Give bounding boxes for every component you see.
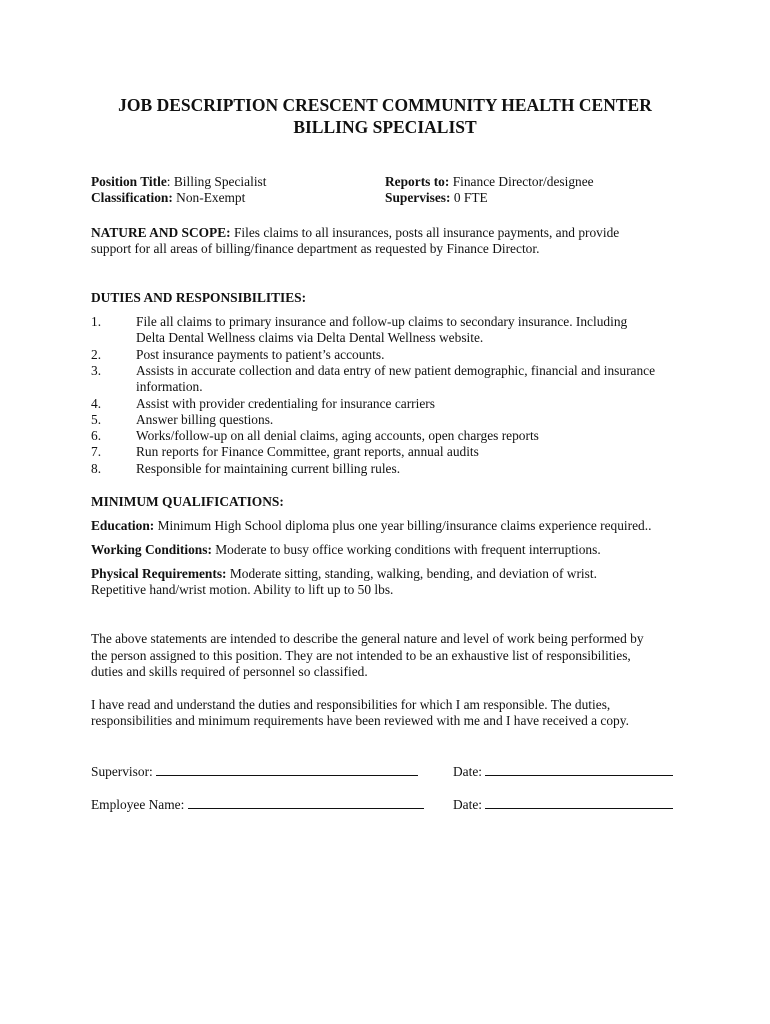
supervisor-signature: [91, 763, 418, 780]
supervises-value: 0 FTE: [450, 190, 488, 205]
working-conditions-label: Working Conditions:: [91, 542, 212, 557]
education: [91, 518, 651, 534]
working-conditions-value: Moderate to busy office working conditions with frequent interruptions.: [211, 542, 601, 557]
education-label: Education:: [91, 518, 155, 533]
employee-name-label: Employee Name:: [91, 797, 185, 812]
duty-item-text: Works/follow-up on all denial claims, aging accounts, open charges reports: [136, 428, 539, 444]
nature-scope-label: NATURE AND SCOPE:: [91, 225, 231, 240]
duty-item-text: Delta Dental Wellness claims via Delta Dental Wellness website.: [136, 330, 484, 346]
duties-heading: DUTIES AND RESPONSIBILITIES:: [91, 290, 307, 305]
duty-item-text: File all claims to primary insurance and follow-up claims to secondary insurance. Including: [136, 314, 628, 329]
supervisor-date-label: Date:: [453, 764, 482, 779]
position-title: [91, 174, 266, 190]
education-value: Minimum High School diploma plus one year billing/insurance claims experience required..: [154, 518, 652, 533]
employee-date-line[interactable]: [485, 796, 673, 809]
duty-number: 1.: [91, 314, 102, 329]
duty-item-text: information.: [136, 379, 203, 395]
physical-requirements: [91, 566, 597, 582]
duty-item-text: Assists in accurate collection and data entry of new patient demographic, financial and insurance: [136, 362, 656, 378]
working-conditions: [91, 542, 601, 558]
supervisor-signature-line[interactable]: [156, 763, 418, 776]
statement-1-line-3: duties and skills required of personnel so classified.: [91, 664, 368, 679]
duty-number: 6.: [91, 428, 102, 444]
duty-number: 2.: [91, 346, 102, 362]
position-title-label: Position Title: [91, 174, 167, 189]
supervisor-date: [453, 763, 673, 780]
classification: [91, 190, 245, 206]
reports-to-label: Reports to:: [385, 174, 450, 189]
statement-2-line-1: I have read and understand the duties and responsibilities for which I am responsible. The duties,: [91, 697, 611, 712]
physical-requirements-value: Moderate sitting, standing, walking, bending, and deviation of wrist.: [226, 566, 597, 581]
document-title: [0, 94, 770, 138]
employee-date-label: Date:: [453, 797, 482, 812]
duty-item-text: Run reports for Finance Committee, grant reports, annual audits: [136, 444, 479, 460]
duty-number: 4.: [91, 395, 102, 411]
duty-item-text: Responsible for maintaining current billing rules.: [136, 460, 401, 476]
duty-item-text: Assist with provider credentialing for insurance carriers: [136, 395, 435, 411]
supervises-label: Supervises:: [385, 190, 451, 205]
nature-scope-line-2: support for all areas of billing/finance department as requested by Finance Director.: [91, 241, 540, 256]
position-title-value: : Billing Specialist: [166, 174, 267, 189]
statement-1-line-1: The above statements are intended to describe the general nature and level of work being performed by: [91, 631, 644, 646]
classification-value: Non-Exempt: [172, 190, 246, 205]
nature-scope-text-1: Files claims to all insurances, posts all insurance payments, and provide: [230, 225, 620, 240]
title-line-1: JOB DESCRIPTION CRESCENT COMMUNITY HEALTH CENTER: [118, 95, 652, 115]
supervisor-date-line[interactable]: [485, 763, 673, 776]
duty-item-text: Post insurance payments to patient’s accounts.: [136, 346, 385, 362]
supervisor-label: Supervisor:: [91, 764, 153, 779]
employee-signature: [91, 796, 424, 813]
nature-scope-line-1: [91, 225, 619, 241]
duty-item-text: Answer billing questions.: [136, 411, 274, 427]
employee-date: [453, 796, 673, 813]
duty-number: 8.: [91, 460, 102, 476]
duty-number: 5.: [91, 411, 102, 427]
physical-requirements-line-2: Repetitive hand/wrist motion. Ability to lift up to 50 lbs.: [91, 582, 394, 597]
supervises: [385, 190, 488, 206]
statement-1-line-2: the person assigned to this position. They are not intended to be an exhaustive list of responsibilities,: [91, 648, 631, 663]
duty-number: 3.: [91, 362, 102, 378]
reports-to-value: Finance Director/designee: [449, 174, 594, 189]
reports-to: [385, 174, 594, 190]
qualifications-heading: MINIMUM QUALIFICATIONS:: [91, 494, 284, 509]
title-line-2: BILLING SPECIALIST: [293, 117, 477, 137]
duty-number: 7.: [91, 444, 102, 460]
employee-signature-line[interactable]: [188, 796, 424, 809]
physical-requirements-label: Physical Requirements:: [91, 566, 227, 581]
classification-label: Classification:: [91, 190, 173, 205]
statement-2-line-2: responsibilities and minimum requirements have been reviewed with me and I have received a copy.: [91, 713, 629, 728]
